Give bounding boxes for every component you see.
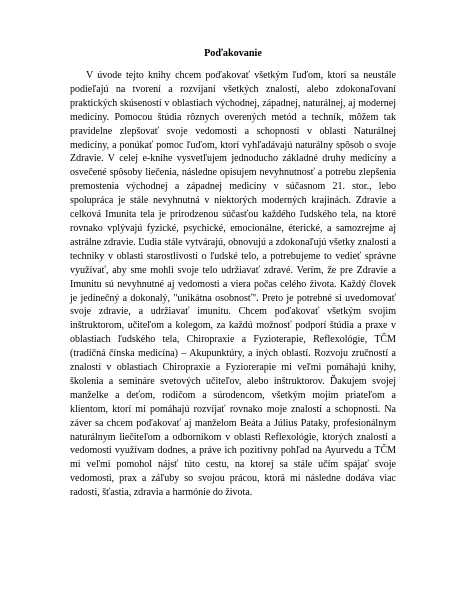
document-page [70, 47, 396, 500]
page-title: Poďakovanie [204, 48, 262, 59]
body-paragraph: V úvode tejto knihy chcem poďakovať všetkým ľuďom, ktorí sa neustále podieľajú na tvorení a rozvíjaní všetkých znalostí, alebo zdokonaľovaní praktických skúseností v oblastiach východnej, západnej, naturálnej, aj modernej medicíny. Pomocou štúdia rôznych overených metód a techník, môžem tak pravidelne zlepšovať svoje vedomosti a schopnosti v oblasti Naturálnej medicíny, a ponúkať pomoc ľuďom, ktorí vyhľadávajú naturálny spôsob o svoje Zdravie. V celej e-knihe vysvetľujem jednoducho základné druhy medicíny a osvečené spôsoby liečenia, následne opisujem nevyhnutnosť a potrebu zlepšenia premostenia východnej a západnej medicíny v súčasnom 21. stor., lebo spolupráca je stále nevyhnutná v niektorých moderných krajinách. Zdravie a celková Imunita tela je prirodzenou súčasťou každého ľudského tela, na ktoré rovnako vplývajú fyzické, psychické, emocionálne, éterické, a samozrejme aj astrálne zdravie. Ľudia stále vytvárajú, obnovujú a zdokonaľujú všetky znalosti a techniky v oblasti starostlivosti o ľudské telo, a potrebujeme to vedieť správne využívať, aby sme mohli svoje telo udržiavať zdravé. Verím, že pre Zdravie a Imunitu sú nevyhnutné aj vedomosti a viera počas celého života. Každý človek je jedinečný a dokonalý, "unikátna osobnosť". Preto je potrebné si uvedomovať svoje zdravie, a udržiavať imunitu. Chcem poďakovať všetkým svojim inštruktorom, učiteľom a kolegom, za každú možnosť podporí štúdia a praxe v oblastiach ľudského tela, Chiropraxie a Fyzioterapie, Reflexológie, TČM (tradičná čínska medicína) – Akupunktúry, a iných oblastí. Rozvoju zručností a znalosti v oblastiach Chiropraxie a Fyziorerapie mi veľmi pomáhajú knihy, školenia a semináre svetových učiteľov, alebo inštruktorov. Ďakujem svojej manželke a deťom, rodičom a súrodencom, všetkým mojim priateľom a klientom, ktorí mi pomáhajú rozvíjať rovnako moje znalosti a schopnosti. Na záver sa chcem poďakovať aj manželom Beáta a Július Pataky, profesionálnym naturálnym liečiteľom a odborníkom v oblasti Reflexológie, ktorých znalosti a vedomosti využívam dodnes, a práve ich pozitívny pohľad na Ayurvedu a TČM mi veľmi pomohol nájsť túto cestu, na ktorej sa stále učím spájať svoje vedomosti, prax a záľuby so svojou prácou, ktorá mi následne dodáva viac radosti, šťastia, zdravia a harmónie do života. [70, 70, 396, 499]
